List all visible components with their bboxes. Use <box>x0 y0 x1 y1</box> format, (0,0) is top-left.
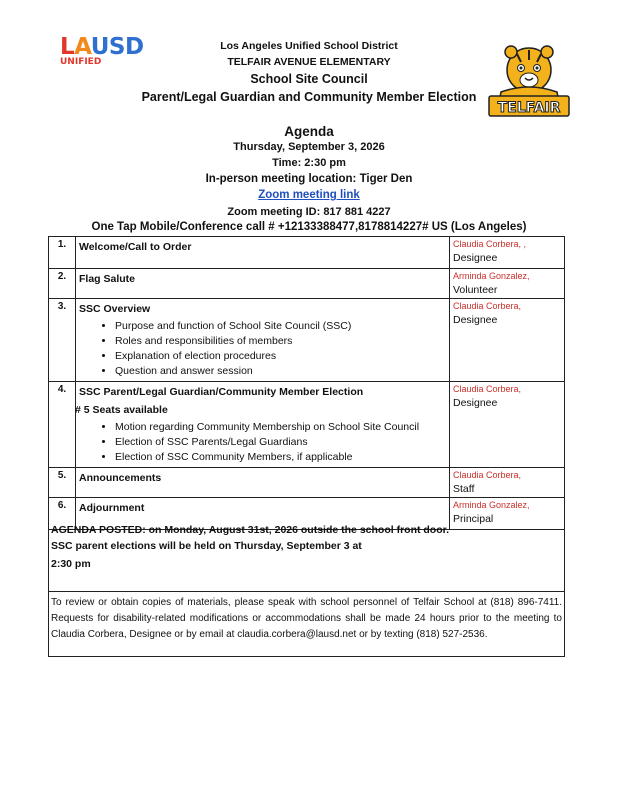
item-bullets <box>79 319 446 379</box>
table-row <box>49 382 565 468</box>
item-title: Welcome/Call to Order <box>79 241 192 253</box>
school-name: TELFAIR AVENUE ELEMENTARY <box>227 56 391 68</box>
item-number: 3. <box>49 299 76 382</box>
item-number: 5. <box>49 468 76 498</box>
item-presenter: Arminda Gonzalez, <box>453 271 530 281</box>
posted-line: AGENDA POSTED: on Monday, August 31st, 2026 outside the school front door. <box>51 524 450 536</box>
item-title: SSC Overview <box>79 303 151 315</box>
agenda-title: Agenda <box>284 124 334 139</box>
item-title: SSC Parent/Legal Guardian/Community Member Election <box>79 386 364 398</box>
item-number: 1. <box>49 237 76 269</box>
item-presenter: Arminda Gonzalez, <box>453 500 530 510</box>
elections-time: 2:30 pm <box>51 558 91 570</box>
posting-notice <box>48 519 565 592</box>
lausd-logo-text: LAUSD <box>60 34 144 60</box>
district-name: Los Angeles Unified School District <box>220 40 398 52</box>
list-item: • Roles and responsibilities of members <box>115 334 446 349</box>
agenda-table <box>48 236 565 530</box>
item-role: Designee <box>453 252 498 264</box>
item-title: Flag Salute <box>79 273 136 285</box>
zoom-meeting-link[interactable]: Zoom meeting link <box>258 189 360 201</box>
mascot-label: TELFAIR <box>497 100 561 116</box>
elections-line: SSC parent elections will be held on Thursday, September 3 at <box>51 540 362 552</box>
list-item: • Explanation of election procedures <box>115 349 446 364</box>
list-item: • Election of SSC Community Members, if applicable <box>115 450 446 465</box>
meeting-time: Time: 2:30 pm <box>272 157 346 169</box>
item-title: Announcements <box>79 472 162 484</box>
list-item: • Question and answer session <box>115 364 446 379</box>
item-number: 6. <box>49 498 76 530</box>
lausd-logo-sub: UNIFIED <box>60 57 102 67</box>
footer-text: To review or obtain copies of materials, please speak with school personnel of Telfair School at (818) 896-7411. Requests for disability-related modifications or accommodations shall be made 24 hours prior to the meeting to Claudia Corbera, Designee or by email at claudia.corbera@lausd.net or by texting (818) 527-2536. <box>51 597 562 640</box>
council-title: School Site Council <box>250 72 368 86</box>
election-title: Parent/Legal Guardian and Community Member Election <box>141 90 477 104</box>
item-role: Staff <box>453 483 475 495</box>
item-role: Volunteer <box>453 284 498 296</box>
table-row <box>49 269 565 299</box>
item-title: Adjournment <box>79 502 145 514</box>
item-presenter: Claudia Corbera, <box>453 384 522 394</box>
list-item: • Election of SSC Parents/Legal Guardians <box>115 435 446 450</box>
zoom-meeting-id: Zoom meeting ID: 817 881 4227 <box>227 206 391 218</box>
item-number: 4. <box>49 382 76 468</box>
conference-phone: One Tap Mobile/Conference call # +12133388477,8178814227# US (Los Angeles) <box>91 221 527 233</box>
table-row <box>49 237 565 269</box>
list-item: • Motion regarding Community Membership on School Site Council <box>115 420 446 435</box>
meeting-date: Thursday, September 3, 2026 <box>233 141 385 153</box>
table-row <box>49 299 565 382</box>
item-role: Designee <box>453 314 498 326</box>
item-presenter: Claudia Corbera, , <box>453 239 527 249</box>
item-number: 2. <box>49 269 76 299</box>
accessibility-footer <box>48 591 565 657</box>
item-bullets <box>79 420 446 465</box>
list-item: • Purpose and function of School Site Council (SSC) <box>115 319 446 334</box>
item-presenter: Claudia Corbera, <box>453 470 522 480</box>
table-row <box>49 468 565 498</box>
item-role: Principal <box>453 513 494 525</box>
seats-available: # 5 Seats available <box>75 404 168 416</box>
meeting-location: In-person meeting location: Tiger Den <box>205 173 413 185</box>
item-presenter: Claudia Corbera, <box>453 301 522 311</box>
item-role: Designee <box>453 397 498 409</box>
